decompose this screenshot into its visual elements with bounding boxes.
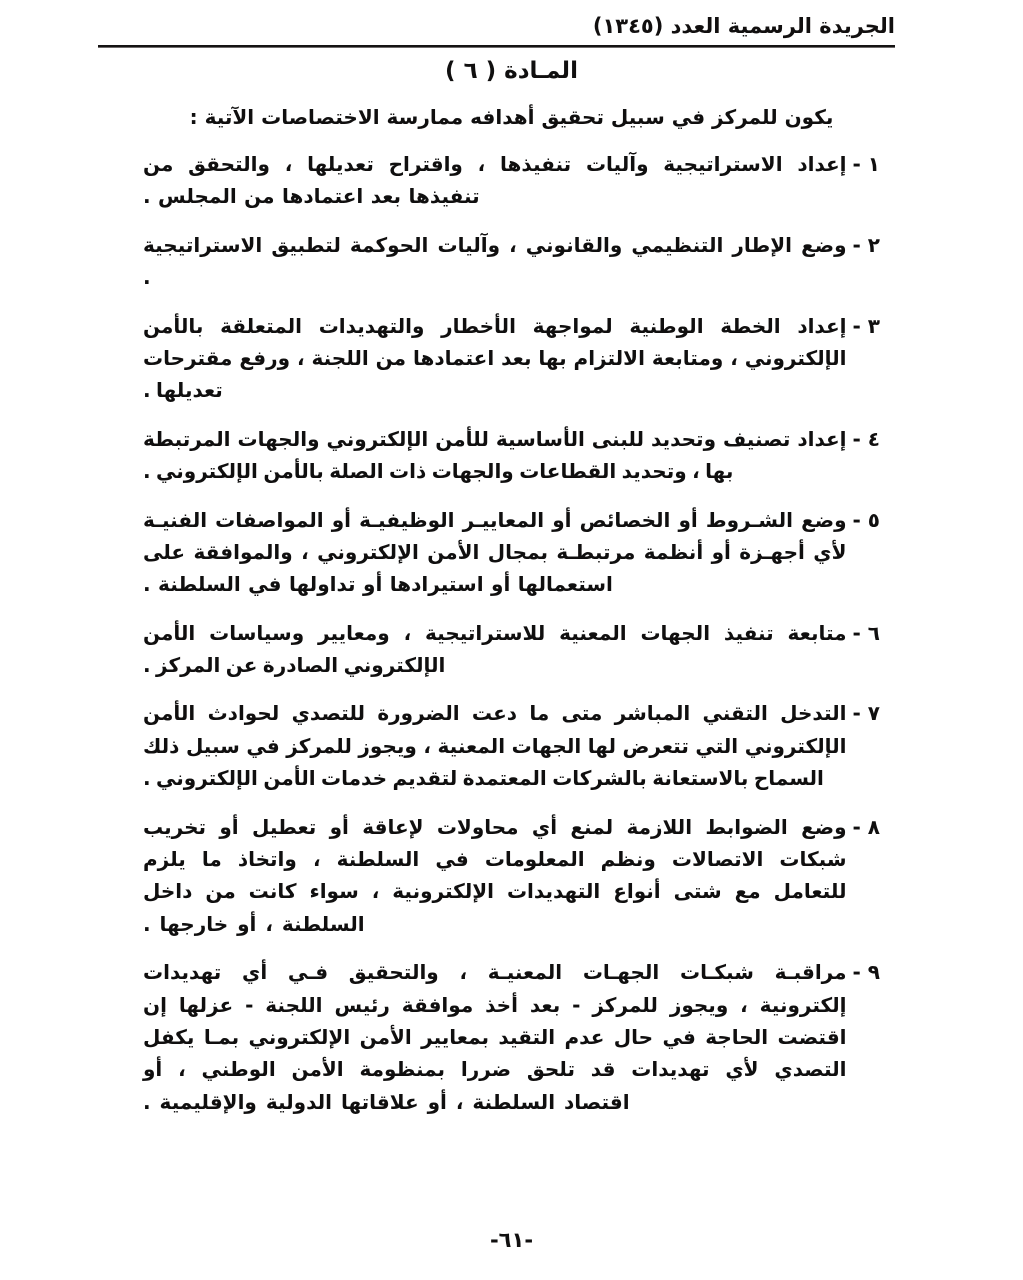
document-body <box>143 58 880 1134</box>
list-item <box>143 956 880 1118</box>
clause-marker: ٢ - <box>852 232 880 257</box>
list-item <box>143 697 880 794</box>
clause-text: وضع الإطار التنظيمي والقانوني ، وآليات الحوكمة لتطبيق الاستراتيجية . <box>143 232 847 290</box>
list-item <box>143 229 880 294</box>
clause-text: مراقبـة شبكـات الجهـات المعنيـة ، والتحقيق فـي أي تهديدات إلكترونية ، ويجوز للمركز - بعد أخذ موافقة رئيس اللجنة - عزلها إن اقتضت الحاجة في حال عدم التقيد بمعايير الأمن الإلكتروني بمـا يكفل التصدي لأي تهديدات قد تلحق ضررا بمنظومة الأمن الوطني ، أو اقتصاد السلطنة ، أو علاقاتها الدولية والإقليمية . <box>143 960 847 1114</box>
intro-paragraph: يكون للمركز في سبيل تحقيق أهدافه ممارسة الاختصاصات الآتية : <box>189 105 834 129</box>
running-head: الجريدة الرسمية العدد (١٣٤٥) <box>592 14 895 38</box>
clause-text: التدخل التقني المباشر متى ما دعت الضرورة للتصدي لحوادث الأمن الإلكتروني التي تتعرض لها الجهات المعنية ، ويجوز للمركز في سبيل ذلك السماح بالاستعانة بالشركات المعتمدة لتقديم خدمات الأمن الإلكتروني . <box>143 701 847 791</box>
page-title: المـادة ( ٦ ) <box>445 58 578 84</box>
list-item <box>143 148 880 213</box>
clause-marker: ٨ - <box>852 814 880 839</box>
clause-marker: ٤ - <box>852 426 880 451</box>
header-rule <box>98 45 895 48</box>
clause-marker: ٦ - <box>852 620 880 645</box>
clause-text: إعداد الخطة الوطنية لمواجهة الأخطار والتهديدات المتعلقة بالأمن الإلكتروني ، ومتابعة الالتزام بها بعد اعتمادها من اللجنة ، ورفع مقترحات تعديلها . <box>143 313 847 403</box>
clause-marker: ١ - <box>852 152 880 176</box>
list-item <box>143 504 880 601</box>
clause-text: وضع الشـروط أو الخصائص أو المعاييـر الوظيفيـة أو المواصفات الفنيـة لأي أجهـزة أو أنظمة مرتبطـة بمجال الأمن الإلكتروني ، والموافقة على استعمالها أو استيرادها أو تداولها في السلطنة . <box>143 507 847 597</box>
list-item <box>143 310 880 407</box>
clause-marker: ٥ - <box>852 507 880 532</box>
clause-text: إعداد الاستراتيجية وآليات تنفيذها ، واقتراح تعديلها ، والتحقق من تنفيذها بعد اعتمادها من المجلس . <box>143 152 847 209</box>
clause-marker: ٧ - <box>852 701 880 726</box>
page-number: -٦١- <box>489 1228 534 1252</box>
clause-text: إعداد تصنيف وتحديد للبنى الأساسية للأمن الإلكتروني والجهات المرتبطة بها ، وتحديد القطاعات والجهات ذات الصلة بالأمن الإلكتروني . <box>143 426 847 484</box>
list-item <box>143 811 880 941</box>
clause-text: وضع الضوابط اللازمة لمنع أي محاولات لإعاقة أو تعطيل أو تخريب شبكات الاتصالات ونظم المعلومات في السلطنة ، واتخاذ ما يلزم للتعامل مع شتى أنواع التهديدات الإلكترونية ، سواء كانت من داخل السلطنة ، أو خارجها . <box>143 814 847 936</box>
clause-list <box>143 148 880 1118</box>
list-item <box>143 423 880 488</box>
clause-marker: ٣ - <box>852 313 880 338</box>
list-item <box>143 617 880 682</box>
clause-text: متابعة تنفيذ الجهات المعنية للاستراتيجية ، ومعايير وسياسات الأمن الإلكتروني الصادرة عن المركز . <box>143 620 847 678</box>
clause-marker: ٩ - <box>852 960 880 985</box>
